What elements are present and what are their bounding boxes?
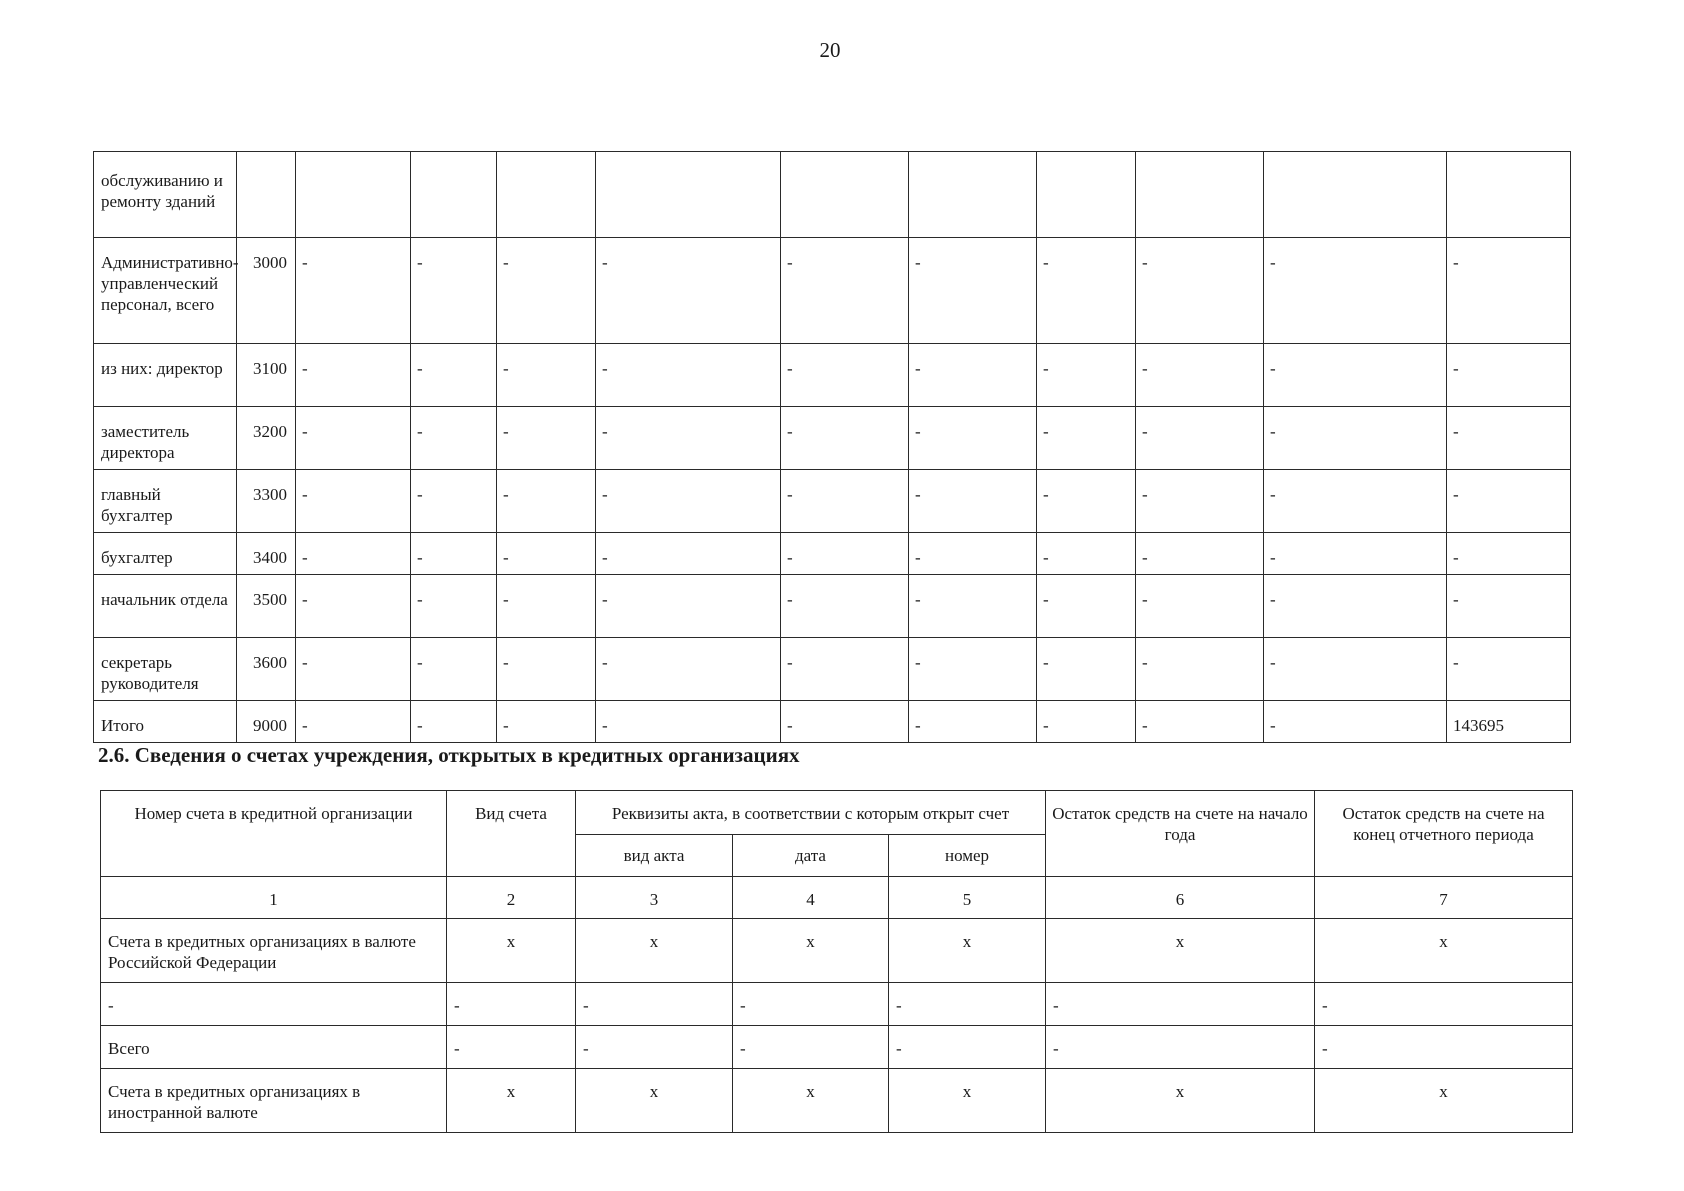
table-cell: x xyxy=(447,1069,576,1133)
table-cell: - xyxy=(889,983,1046,1026)
row-name: начальник отдела xyxy=(94,575,237,638)
table-cell: - xyxy=(1447,238,1571,344)
table-cell: x xyxy=(889,919,1046,983)
table-cell: - xyxy=(1037,238,1136,344)
table-row xyxy=(94,638,1571,701)
header-account-number: Номер счета в кредитной организации xyxy=(101,791,447,877)
table-cell: - xyxy=(411,575,497,638)
table-row xyxy=(94,575,1571,638)
table-cell: - xyxy=(1136,470,1264,533)
table-cell: - xyxy=(296,533,411,575)
page-number: 20 xyxy=(819,38,841,62)
table-cell: - xyxy=(596,701,781,743)
table-cell: - xyxy=(411,344,497,407)
table-row xyxy=(101,1069,1573,1133)
header-account-type: Вид счета xyxy=(447,791,576,877)
table-cell: - xyxy=(1264,344,1447,407)
table-cell: - xyxy=(576,983,733,1026)
table-cell xyxy=(1264,152,1447,238)
table-cell: - xyxy=(576,1026,733,1069)
table-cell: - xyxy=(1315,983,1573,1026)
table-cell: - xyxy=(596,238,781,344)
table-cell: - xyxy=(596,470,781,533)
column-number: 4 xyxy=(733,877,889,919)
table-cell: - xyxy=(497,238,596,344)
table-cell: - xyxy=(411,533,497,575)
table-cell: - xyxy=(1136,407,1264,470)
table-cell: - xyxy=(909,470,1037,533)
table-cell: - xyxy=(411,701,497,743)
table-cell: - xyxy=(596,344,781,407)
table-cell: - xyxy=(296,407,411,470)
table-cell: - xyxy=(1447,344,1571,407)
table-cell: - xyxy=(296,238,411,344)
table-cell: - xyxy=(781,575,909,638)
table-cell: - xyxy=(596,638,781,701)
row-code: 9000 xyxy=(237,701,296,743)
table-cell: - xyxy=(781,407,909,470)
table-cell: 143695 xyxy=(1447,701,1571,743)
table-cell: - xyxy=(1136,533,1264,575)
table-row xyxy=(101,919,1573,983)
table-cell: x xyxy=(733,919,889,983)
column-number: 1 xyxy=(101,877,447,919)
table-cell: - xyxy=(596,533,781,575)
row-code: 3500 xyxy=(237,575,296,638)
table-row xyxy=(94,407,1571,470)
table-cell xyxy=(1136,152,1264,238)
header-act-date: дата xyxy=(733,835,889,877)
table-cell: x xyxy=(733,1069,889,1133)
table-cell: - xyxy=(1447,533,1571,575)
table-cell: x xyxy=(1315,919,1573,983)
table-row xyxy=(94,533,1571,575)
table-cell: - xyxy=(411,238,497,344)
table-cell: - xyxy=(909,638,1037,701)
table-cell: - xyxy=(1447,470,1571,533)
table-cell: - xyxy=(1037,533,1136,575)
column-numbers-row xyxy=(101,877,1573,919)
table-cell: - xyxy=(497,533,596,575)
table-cell: - xyxy=(1046,983,1315,1026)
table-cell: x xyxy=(576,1069,733,1133)
table-cell: - xyxy=(296,344,411,407)
table-cell: x xyxy=(576,919,733,983)
column-number: 2 xyxy=(447,877,576,919)
table-cell: - xyxy=(1136,575,1264,638)
row-label: Счета в кредитных организациях в иностранной валюте xyxy=(101,1069,447,1133)
table-cell: - xyxy=(909,407,1037,470)
table-cell xyxy=(909,152,1037,238)
row-label: Всего xyxy=(101,1026,447,1069)
table-cell: - xyxy=(909,344,1037,407)
table-cell: x xyxy=(1315,1069,1573,1133)
row-name: заместитель директора xyxy=(94,407,237,470)
table-cell: - xyxy=(1037,701,1136,743)
table-cell: - xyxy=(781,344,909,407)
table-cell: - xyxy=(1447,638,1571,701)
table-cell: - xyxy=(497,470,596,533)
table-row xyxy=(94,344,1571,407)
table-cell: - xyxy=(497,344,596,407)
table-cell: - xyxy=(1264,407,1447,470)
table-cell: - xyxy=(497,638,596,701)
table-cell: - xyxy=(733,1026,889,1069)
row-code: 3100 xyxy=(237,344,296,407)
section-heading: 2.6. Сведения о счетах учреждения, открытых в кредитных организациях xyxy=(98,743,800,767)
row-code: 3200 xyxy=(237,407,296,470)
column-number: 3 xyxy=(576,877,733,919)
table-cell: - xyxy=(909,575,1037,638)
table-cell: x xyxy=(1046,1069,1315,1133)
row-code: 3000 xyxy=(237,238,296,344)
table-cell xyxy=(596,152,781,238)
table-cell: - xyxy=(1264,238,1447,344)
row-name: из них: директор xyxy=(94,344,237,407)
table-cell: x xyxy=(889,1069,1046,1133)
table-cell: - xyxy=(447,983,576,1026)
table-cell: x xyxy=(447,919,576,983)
table-cell: - xyxy=(1136,638,1264,701)
table-cell: - xyxy=(411,470,497,533)
table-cell: - xyxy=(1037,407,1136,470)
column-number: 7 xyxy=(1315,877,1573,919)
staff-table xyxy=(93,151,1571,743)
table-cell: - xyxy=(1264,533,1447,575)
table-cell: - xyxy=(1315,1026,1573,1069)
table-cell: - xyxy=(733,983,889,1026)
table-cell: - xyxy=(296,575,411,638)
row-name: главный бухгалтер xyxy=(94,470,237,533)
table-cell: - xyxy=(1037,638,1136,701)
table-cell: - xyxy=(909,533,1037,575)
header-act-details: Реквизиты акта, в соответствии с которым открыт счет xyxy=(576,791,1046,835)
table-cell xyxy=(296,152,411,238)
row-label: Счета в кредитных организациях в валюте Российской Федерации xyxy=(101,919,447,983)
table-cell: - xyxy=(296,701,411,743)
table-cell: - xyxy=(1264,638,1447,701)
table-cell xyxy=(781,152,909,238)
table-cell: - xyxy=(1136,701,1264,743)
table-cell: - xyxy=(1037,470,1136,533)
header-act-type: вид акта xyxy=(576,835,733,877)
table-cell xyxy=(1037,152,1136,238)
table-cell: - xyxy=(1264,575,1447,638)
row-name: обслуживанию и ремонту зданий xyxy=(94,152,237,238)
table-row xyxy=(94,238,1571,344)
table-cell: - xyxy=(781,238,909,344)
row-code: 3300 xyxy=(237,470,296,533)
table-cell xyxy=(411,152,497,238)
table-cell: - xyxy=(596,407,781,470)
table-cell: - xyxy=(296,638,411,701)
column-number: 5 xyxy=(889,877,1046,919)
table-cell xyxy=(1447,152,1571,238)
table-cell: - xyxy=(1447,575,1571,638)
table-cell: - xyxy=(411,407,497,470)
table-cell: - xyxy=(497,701,596,743)
header-balance-end: Остаток средств на счете на конец отчетного периода xyxy=(1315,791,1573,877)
table-cell: - xyxy=(497,407,596,470)
table-cell: - xyxy=(909,238,1037,344)
table-cell: - xyxy=(1037,575,1136,638)
row-name: бухгалтер xyxy=(94,533,237,575)
table-cell: - xyxy=(781,470,909,533)
table-cell: - xyxy=(411,638,497,701)
table-cell: - xyxy=(909,701,1037,743)
table-row xyxy=(94,701,1571,743)
row-code: 3600 xyxy=(237,638,296,701)
table-row xyxy=(94,470,1571,533)
row-name: Итого xyxy=(94,701,237,743)
table-row xyxy=(101,983,1573,1026)
accounts-table xyxy=(100,790,1573,1133)
table-cell: - xyxy=(1447,407,1571,470)
table-cell: - xyxy=(781,533,909,575)
row-code xyxy=(237,152,296,238)
table-cell: - xyxy=(1046,1026,1315,1069)
row-code: 3400 xyxy=(237,533,296,575)
header-balance-start: Остаток средств на счете на начало года xyxy=(1046,791,1315,877)
table-cell: - xyxy=(447,1026,576,1069)
table-cell: - xyxy=(889,1026,1046,1069)
table-cell: x xyxy=(1046,919,1315,983)
row-name: секретарь руководителя xyxy=(94,638,237,701)
table-cell: - xyxy=(596,575,781,638)
row-label: - xyxy=(101,983,447,1026)
table-row xyxy=(101,1026,1573,1069)
table-cell: - xyxy=(1136,238,1264,344)
column-number: 6 xyxy=(1046,877,1315,919)
table-cell: - xyxy=(1264,701,1447,743)
table-cell: - xyxy=(296,470,411,533)
table-row xyxy=(94,152,1571,238)
table-cell: - xyxy=(1037,344,1136,407)
table-cell: - xyxy=(781,701,909,743)
table-cell: - xyxy=(497,575,596,638)
table-cell: - xyxy=(1264,470,1447,533)
header-act-number: номер xyxy=(889,835,1046,877)
table-cell: - xyxy=(1136,344,1264,407)
row-name: Административно-управленческий персонал, всего xyxy=(94,238,237,344)
table-cell: - xyxy=(781,638,909,701)
table-cell xyxy=(497,152,596,238)
